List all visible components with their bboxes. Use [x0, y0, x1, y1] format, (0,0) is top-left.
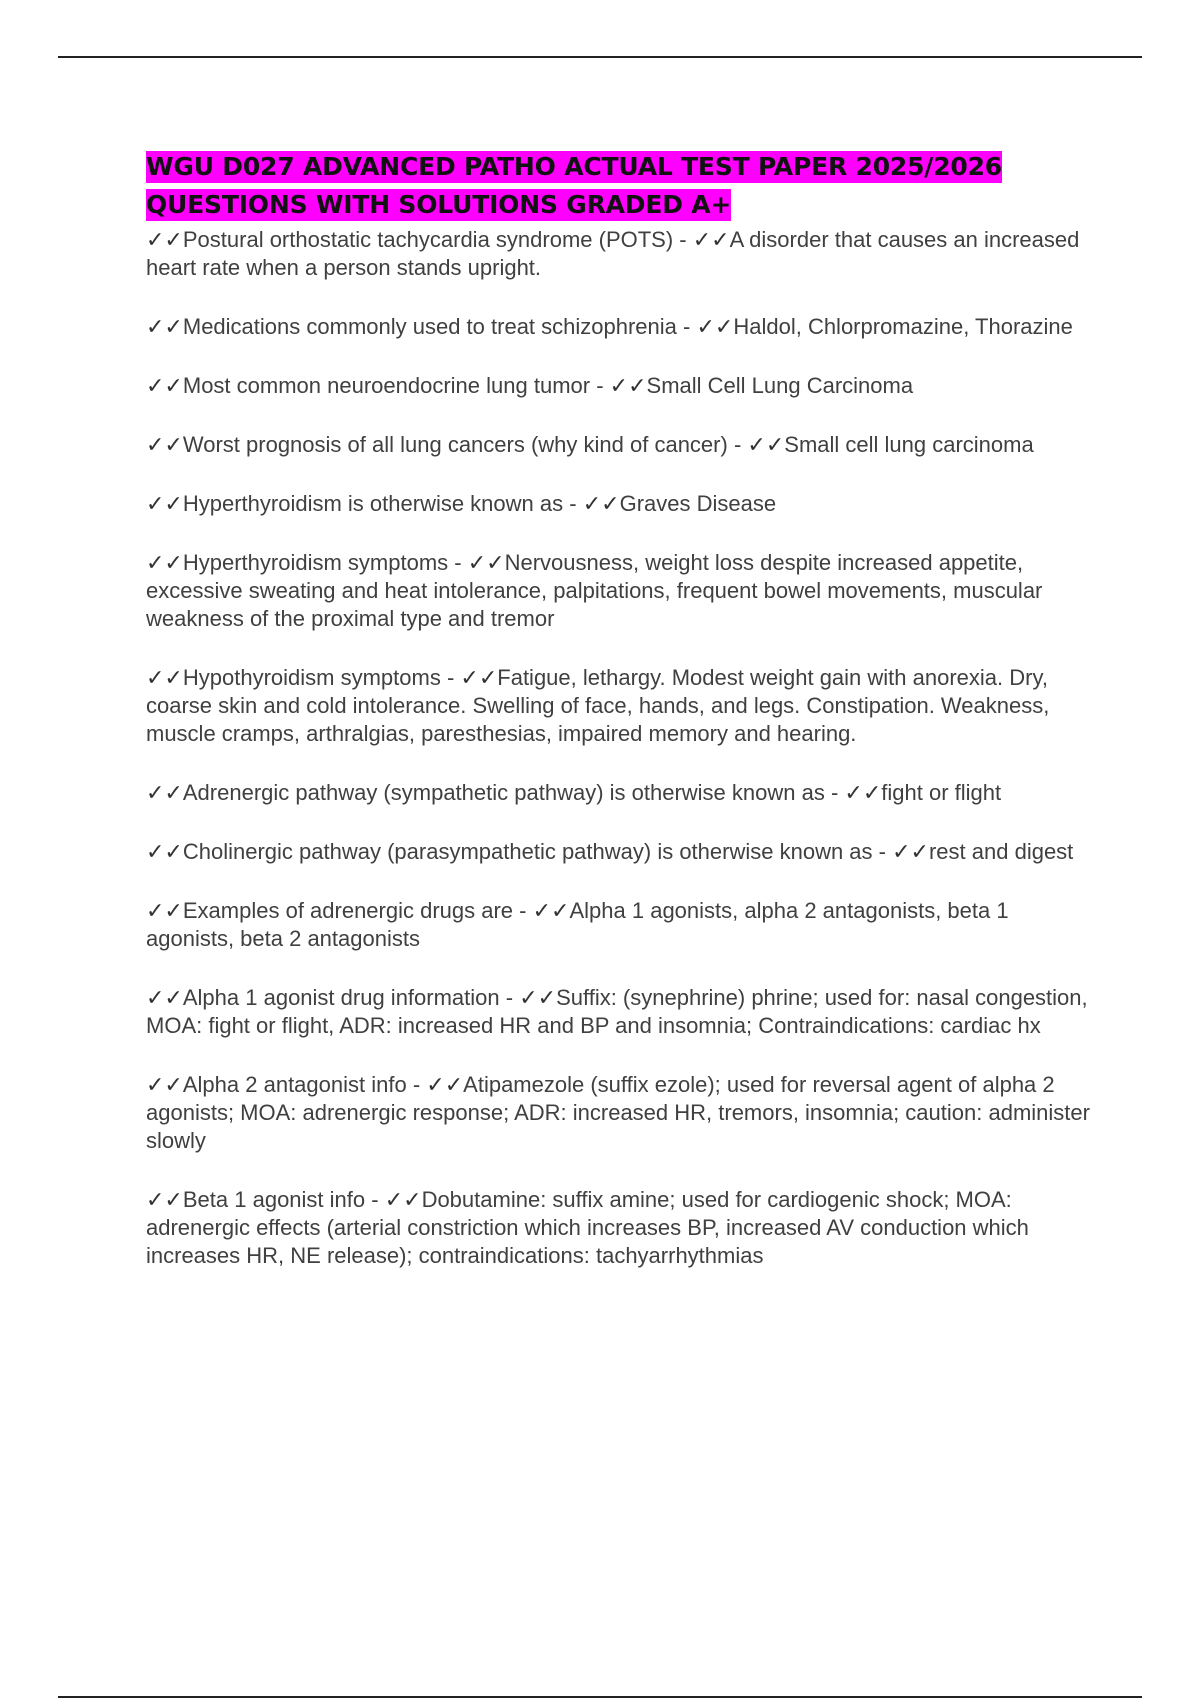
list-item	[146, 490, 1096, 518]
check-icon: ✓✓	[146, 491, 183, 516]
header-rule	[58, 56, 1142, 58]
question-text: Adrenergic pathway (sympathetic pathway) is otherwise known as	[182, 780, 825, 805]
check-icon: ✓✓	[146, 432, 183, 457]
question-text: Hyperthyroidism is otherwise known as	[182, 491, 564, 516]
separator: -	[448, 550, 468, 575]
separator: -	[513, 898, 533, 923]
check-icon: ✓✓	[467, 550, 505, 575]
list-item	[146, 838, 1096, 866]
list-item	[146, 1186, 1096, 1270]
list-item	[146, 549, 1096, 633]
answer-text: rest and digest	[928, 839, 1074, 864]
separator: -	[499, 985, 520, 1010]
separator: -	[727, 432, 748, 457]
separator: -	[440, 665, 461, 690]
question-text: Beta 1 agonist info	[182, 1187, 366, 1212]
check-icon: ✓✓	[146, 227, 183, 252]
check-icon: ✓✓	[692, 227, 730, 252]
check-icon: ✓✓	[146, 1187, 183, 1212]
list-item	[146, 779, 1096, 807]
check-icon: ✓✓	[582, 491, 620, 516]
check-icon: ✓✓	[460, 665, 498, 690]
check-icon: ✓✓	[146, 985, 183, 1010]
check-icon: ✓✓	[146, 839, 183, 864]
document-body	[146, 148, 1096, 1301]
answer-text: Small Cell Lung Carcinoma	[646, 373, 914, 398]
list-item	[146, 984, 1096, 1040]
list-item	[146, 1071, 1096, 1155]
question-text: Postural orthostatic tachycardia syndrome (POTS)	[182, 227, 674, 252]
question-text: Most common neuroendocrine lung tumor	[182, 373, 591, 398]
separator: -	[673, 227, 693, 252]
check-icon: ✓✓	[747, 432, 785, 457]
check-icon: ✓✓	[609, 373, 647, 398]
check-icon: ✓✓	[426, 1072, 464, 1097]
answer-text: Alpha 1 agonists, alpha 2 antagonists, beta 1 agonists, beta 2 antagonists	[146, 898, 1009, 951]
check-icon: ✓✓	[146, 1072, 183, 1097]
answer-text: A disorder that causes an increased heart rate when a person stands upright.	[146, 227, 1080, 280]
list-item	[146, 226, 1096, 282]
answer-text: Dobutamine: suffix amine; used for cardiogenic shock; MOA: adrenergic effects (arterial constriction which increases BP, increased AV conduction which increases HR, NE release); contraindications: tachyarrhythmias	[146, 1187, 1029, 1268]
list-item	[146, 664, 1096, 748]
check-icon: ✓✓	[532, 898, 570, 923]
separator: -	[406, 1072, 427, 1097]
list-item	[146, 897, 1096, 953]
separator: -	[872, 839, 893, 864]
question-text: Hypothyroidism symptoms	[182, 665, 441, 690]
list-item	[146, 313, 1096, 341]
answer-text: Nervousness, weight loss despite increased appetite, excessive sweating and heat intolerance, palpitations, frequent bowel movements, muscular weakness of the proximal type and tremor	[146, 550, 1043, 631]
check-icon: ✓✓	[146, 898, 183, 923]
list-item	[146, 372, 1096, 400]
qa-list	[146, 226, 1096, 1270]
question-text: Hyperthyroidism symptoms	[182, 550, 449, 575]
answer-text: Graves Disease	[619, 491, 777, 516]
answer-text: Haldol, Chlorpromazine, Thorazine	[733, 314, 1073, 339]
question-text: Alpha 2 antagonist info	[182, 1072, 407, 1097]
check-icon: ✓✓	[519, 985, 557, 1010]
answer-text: Atipamezole (suffix ezole); used for reversal agent of alpha 2 agonists; MOA: adrenergic response; ADR: increased HR, tremors, insomnia; caution: administer slowly	[146, 1072, 1090, 1153]
answer-text: Small cell lung carcinoma	[784, 432, 1034, 457]
check-icon: ✓✓	[146, 780, 183, 805]
question-text: Cholinergic pathway (parasympathetic pathway) is otherwise known as	[182, 839, 873, 864]
answer-text: Fatigue, lethargy. Modest weight gain with anorexia. Dry, coarse skin and cold intolerance. Swelling of face, hands, and legs. Constipation. Weakness, muscle cramps, arthralgias, paresthesias, impaired memory and hearing.	[146, 665, 1050, 746]
title-highlight: WGU D027 ADVANCED PATHO ACTUAL TEST PAPER 2025/2026 QUESTIONS WITH SOLUTIONS GRADED A+	[146, 152, 1002, 219]
check-icon: ✓✓	[146, 665, 183, 690]
check-icon: ✓✓	[146, 550, 183, 575]
question-text: Examples of adrenergic drugs are	[182, 898, 514, 923]
document-title	[146, 148, 1096, 224]
separator: -	[590, 373, 610, 398]
check-icon: ✓✓	[696, 314, 734, 339]
check-icon: ✓✓	[146, 373, 183, 398]
separator: -	[676, 314, 697, 339]
check-icon: ✓✓	[844, 780, 882, 805]
question-text: Medications commonly used to treat schizophrenia	[182, 314, 677, 339]
check-icon: ✓✓	[384, 1187, 422, 1212]
separator: -	[824, 780, 845, 805]
answer-text: fight or flight	[881, 780, 1002, 805]
footer-rule	[58, 1696, 1142, 1698]
answer-text: Suffix: (synephrine) phrine; used for: nasal congestion, MOA: fight or flight, ADR: increased HR and BP and insomnia; Contraindications: cardiac hx	[146, 985, 1088, 1038]
check-icon: ✓✓	[892, 839, 929, 864]
question-text: Alpha 1 agonist drug information	[182, 985, 500, 1010]
separator: -	[365, 1187, 385, 1212]
check-icon: ✓✓	[146, 314, 183, 339]
question-text: Worst prognosis of all lung cancers (why kind of cancer)	[182, 432, 728, 457]
list-item	[146, 431, 1096, 459]
separator: -	[563, 491, 583, 516]
